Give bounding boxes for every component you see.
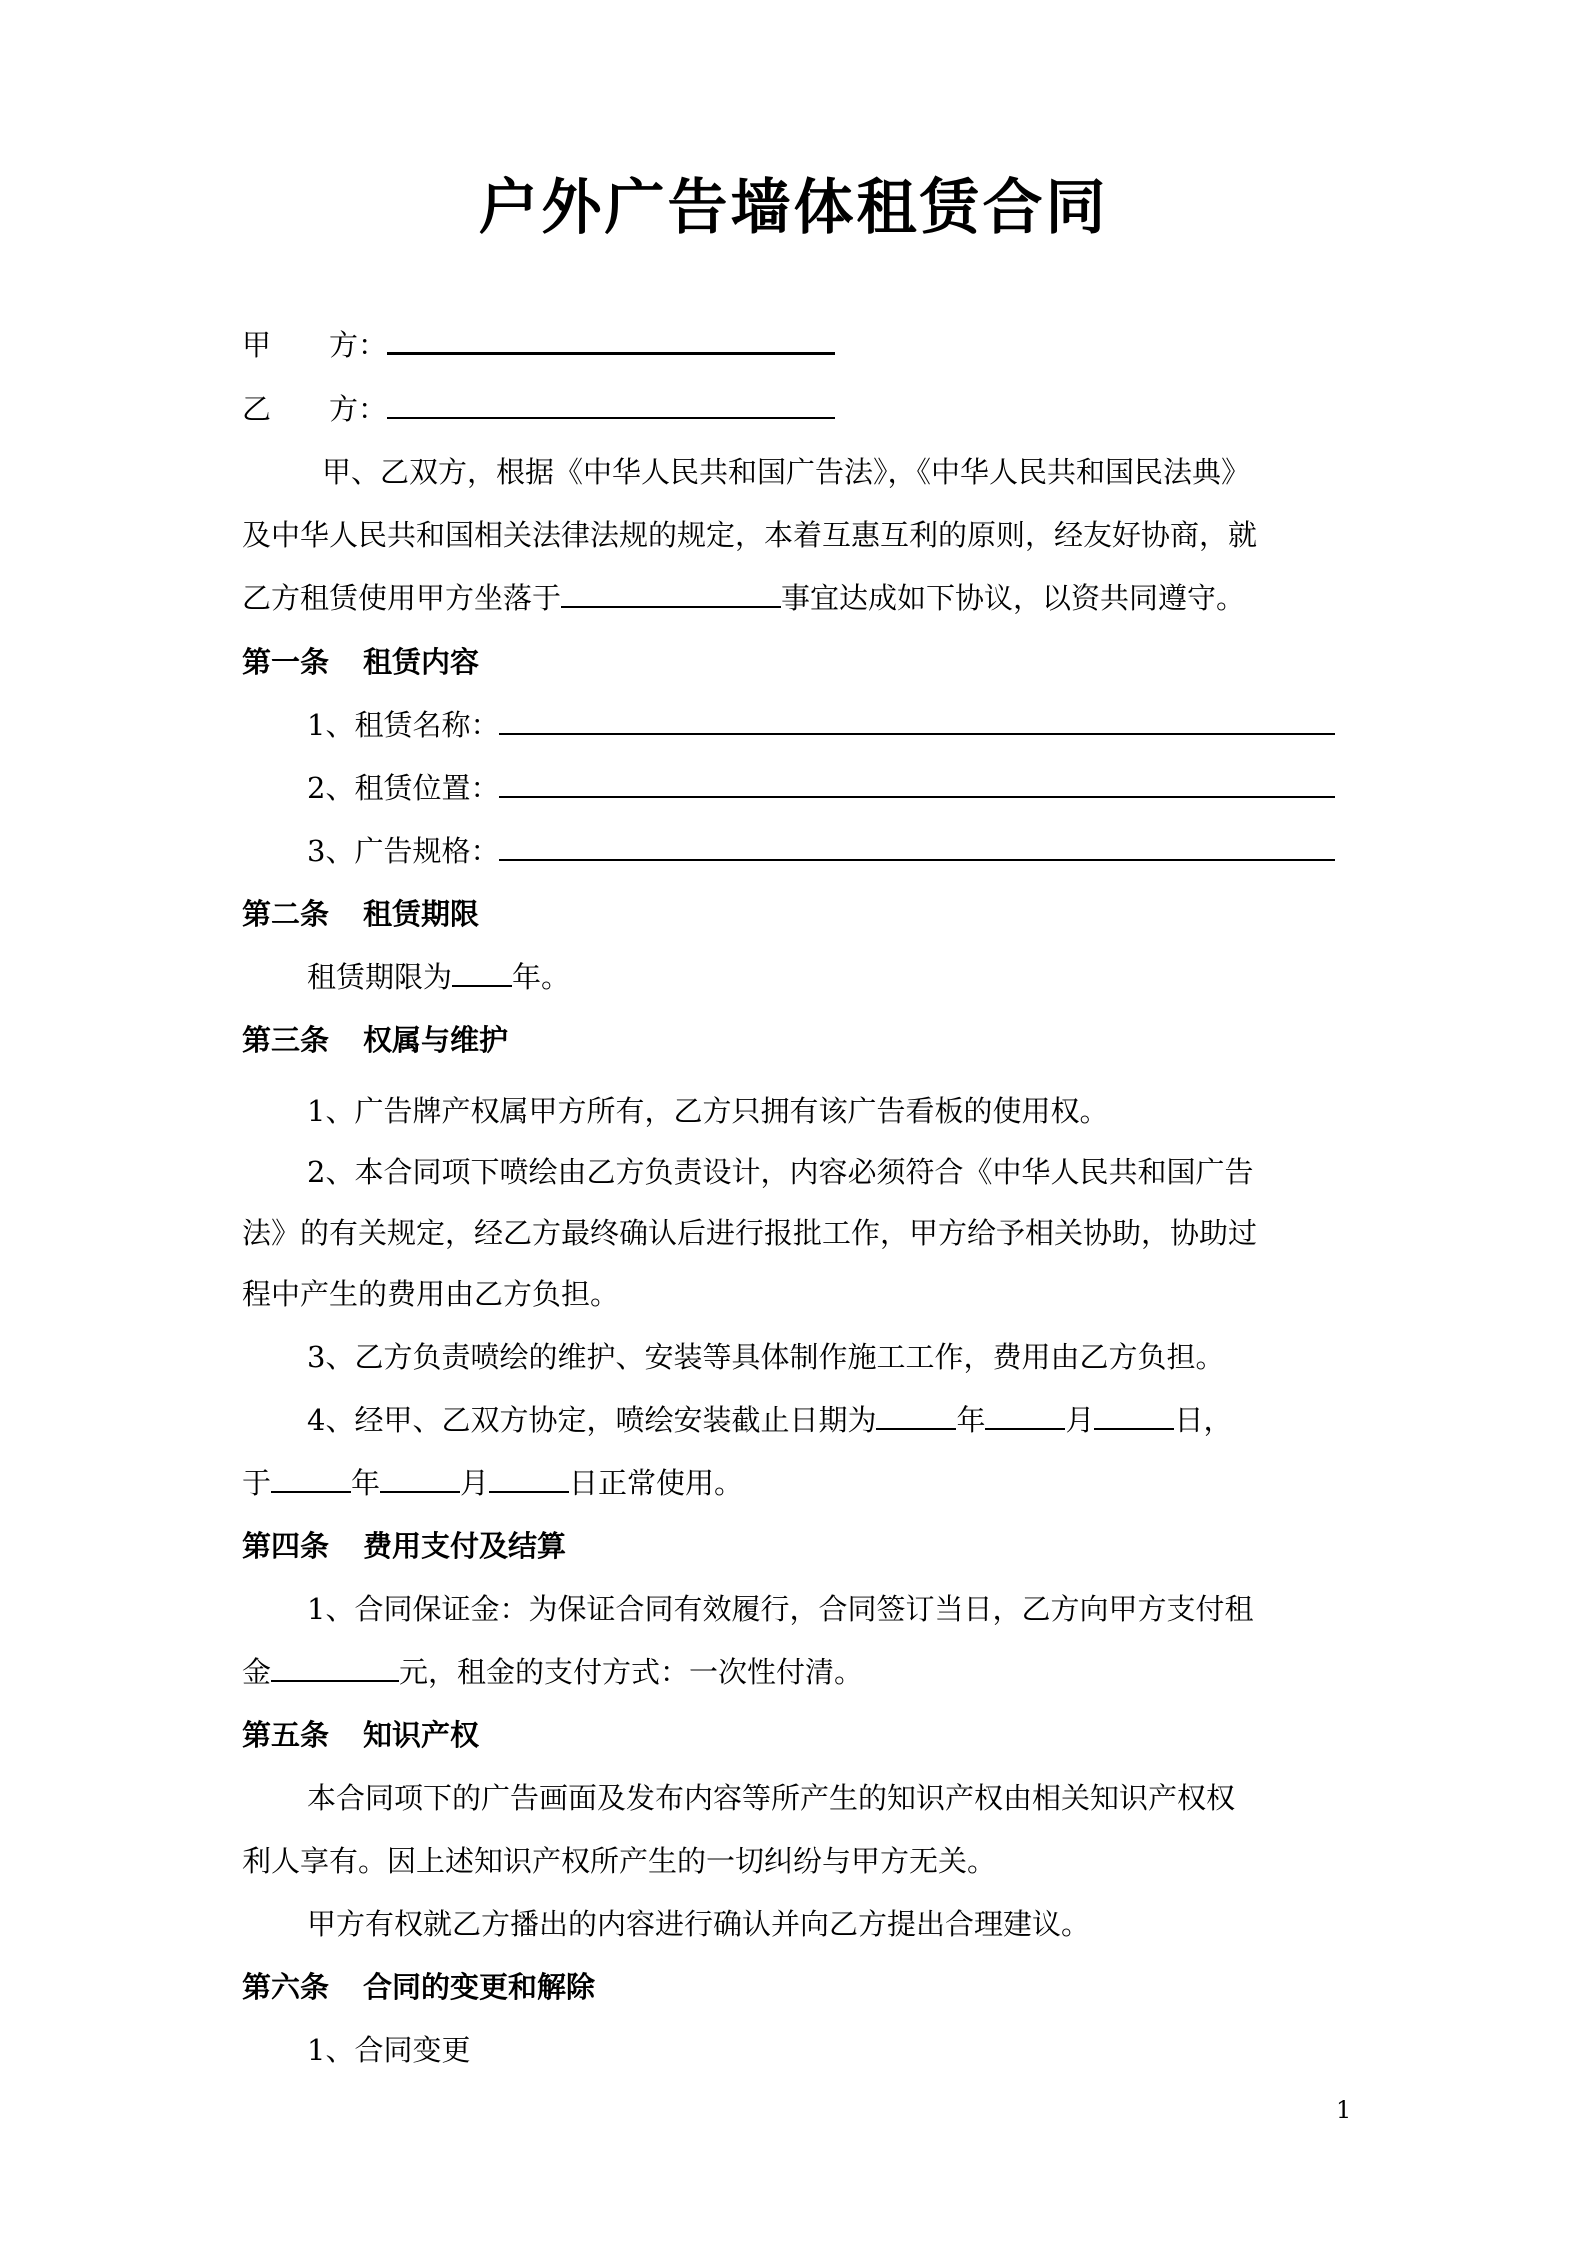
location-blank[interactable] (561, 579, 781, 608)
art3-para-4-line-1: 4、经甲、乙双方协定，喷绘安装截止日期为 年 月 日， (307, 1403, 1233, 1437)
art3-para-4-line-2: 于 年 月 日正常使用。 (242, 1466, 744, 1500)
art1-item-2: 2、租赁位置： (307, 768, 1335, 808)
party-b-line (242, 389, 835, 429)
install-day-blank[interactable] (1094, 1401, 1174, 1430)
preamble-line-1: 甲、乙双方，根据《中华人民共和国广告法》，《中华人民共和国民法典》 (322, 455, 1251, 489)
party-b-label: 乙 方： (242, 392, 388, 426)
document-title: 户外广告墙体租赁合同 (478, 173, 1109, 243)
page-number: 1 (1336, 2096, 1352, 2124)
term-years-blank[interactable] (452, 958, 512, 987)
art2-text: 租赁期限为 年。 (307, 960, 571, 994)
article-3-heading: 第三条 权属与维护 (242, 1023, 509, 1057)
art3-para-2-line-2: 法》的有关规定，经乙方最终确认后进行报批工作，甲方给予相关协助，协助过 (242, 1216, 1258, 1250)
preamble-line-2: 及中华人民共和国相关法律法规的规定，本着互惠互利的原则，经友好协商，就 (242, 518, 1258, 552)
article-5-heading: 第五条 知识产权 (242, 1718, 480, 1752)
party-b-blank[interactable] (387, 390, 835, 419)
party-a-blank[interactable] (387, 325, 835, 355)
art1-item-3: 3、广告规格： (307, 831, 1335, 871)
art5-para-2: 甲方有权就乙方播出的内容进行确认并向乙方提出合理建议。 (307, 1907, 1091, 1941)
art3-para-2-line-3: 程中产生的费用由乙方负担。 (242, 1277, 620, 1311)
use-month-blank[interactable] (380, 1464, 460, 1493)
use-year-blank[interactable] (271, 1464, 351, 1493)
use-day-blank[interactable] (489, 1464, 569, 1493)
rent-amount-blank[interactable] (271, 1653, 399, 1682)
art6-item-1: 1、合同变更 (307, 2033, 471, 2067)
preamble-line-3: 乙方租赁使用甲方坐落于 事宜达成如下协议，以资共同遵守。 (242, 581, 1246, 615)
art5-para-1-line-2: 利人享有。因上述知识产权所产生的一切纠纷与甲方无关。 (242, 1844, 997, 1878)
party-a-label: 甲 方： (242, 328, 388, 362)
art4-para-1-line-2: 金 元，租金的支付方式：一次性付清。 (242, 1655, 864, 1689)
rental-name-blank[interactable] (499, 706, 1335, 735)
install-month-blank[interactable] (985, 1401, 1065, 1430)
article-6-heading: 第六条 合同的变更和解除 (242, 1970, 596, 2004)
rental-location-blank[interactable] (499, 769, 1335, 798)
ad-spec-blank[interactable] (499, 832, 1335, 861)
art5-para-1-line-1: 本合同项下的广告画面及发布内容等所产生的知识产权由相关知识产权权 (307, 1781, 1236, 1815)
party-a-line (242, 325, 835, 365)
article-1-heading: 第一条 租赁内容 (242, 645, 480, 679)
install-year-blank[interactable] (876, 1401, 956, 1430)
art1-item-1: 1、租赁名称： (307, 705, 1335, 745)
art4-para-1-line-1: 1、合同保证金：为保证合同有效履行，合同签订当日，乙方向甲方支付租 (307, 1592, 1254, 1626)
art3-para-1: 1、广告牌产权属甲方所有，乙方只拥有该广告看板的使用权。 (307, 1094, 1109, 1128)
article-4-heading: 第四条 费用支付及结算 (242, 1529, 567, 1563)
article-2-heading: 第二条 租赁期限 (242, 897, 480, 931)
art3-para-2-line-1: 2、本合同项下喷绘由乙方负责设计，内容必须符合《中华人民共和国广告 (307, 1155, 1254, 1189)
art3-para-3: 3、乙方负责喷绘的维护、安装等具体制作施工工作，费用由乙方负担。 (307, 1340, 1225, 1374)
